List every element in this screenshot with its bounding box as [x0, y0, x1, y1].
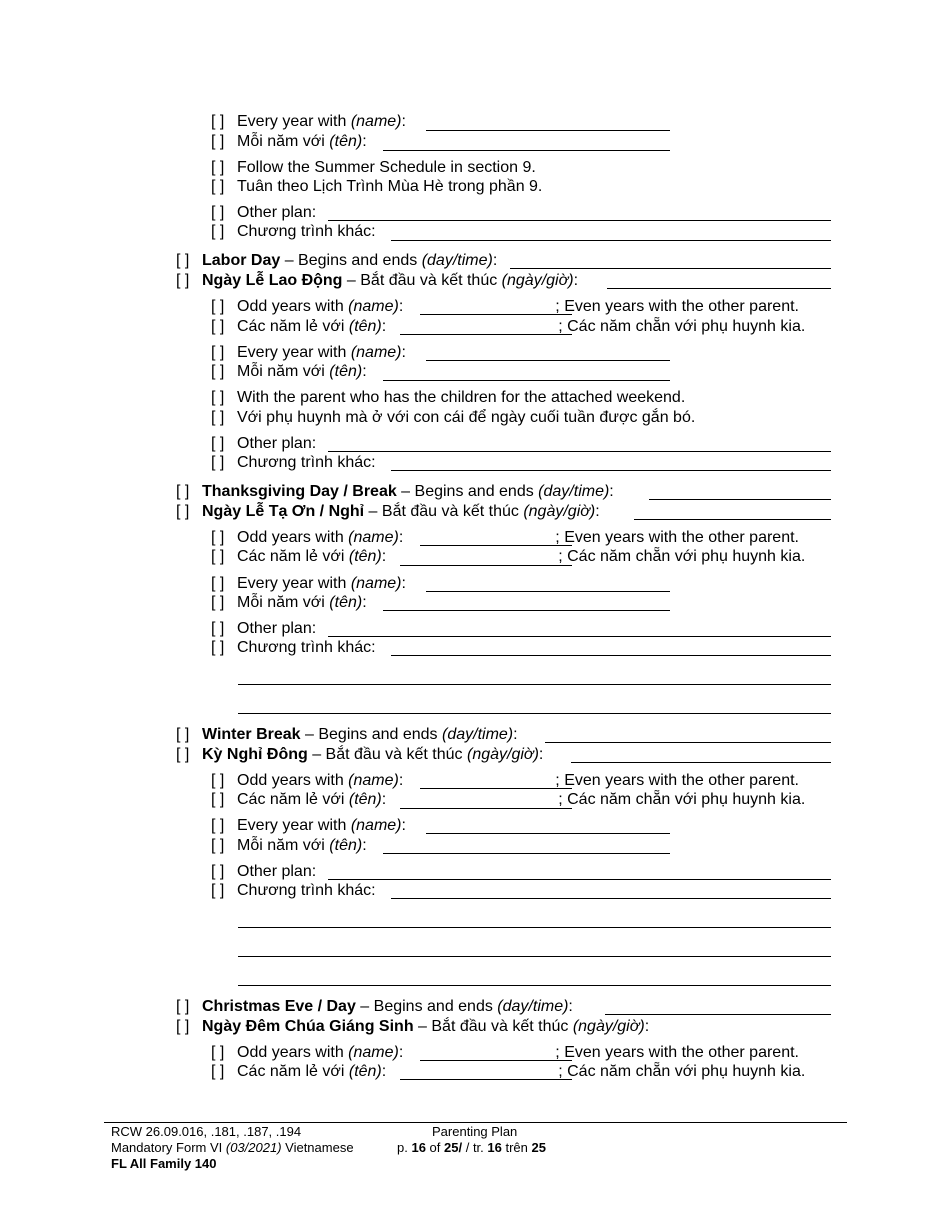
blank-line[interactable] [238, 684, 831, 685]
checkbox[interactable]: [ ] [211, 178, 225, 195]
checkbox[interactable]: [ ] [211, 159, 225, 176]
checkbox[interactable]: [ ] [211, 529, 225, 546]
checkbox[interactable]: [ ] [211, 837, 225, 854]
odd-years-option-en: [ ] Odd years with (name): ; Even years with the other parent. [211, 529, 799, 546]
every-year-option-en: [ ] Every year with (name): [211, 113, 406, 130]
checkbox[interactable]: [ ] [211, 1044, 225, 1061]
checkbox[interactable]: [ ] [211, 639, 225, 656]
name-blank[interactable] [420, 1060, 572, 1061]
checkbox[interactable]: [ ] [211, 548, 225, 565]
odd-years-option-vi: [ ] Các năm lẻ với (tên): ; Các năm chẵn với phụ huynh kia. [211, 791, 806, 808]
daytime-blank[interactable] [607, 288, 831, 289]
name-blank[interactable] [420, 788, 572, 789]
other-plan-option-en: [ ] Other plan: [211, 863, 317, 880]
checkbox[interactable]: [ ] [211, 113, 225, 130]
odd-years-option-vi: [ ] Các năm lẻ với (tên): ; Các năm chẵn với phụ huynh kia. [211, 548, 806, 565]
name-blank[interactable] [400, 334, 572, 335]
thanksgiving-heading-en: [ ] Thanksgiving Day / Break – Begins and ends (day/time): [176, 483, 614, 500]
checkbox[interactable]: [ ] [211, 454, 225, 471]
footer-page-number: p. 16 of 25/ / tr. 16 trên 25 [397, 1140, 546, 1155]
other-plan-blank[interactable] [391, 898, 831, 899]
labor-day-heading-vi: [ ] Ngày Lễ Lao Động – Bắt đầu và kết thúc (ngày/giờ): [176, 272, 579, 289]
checkbox[interactable]: [ ] [211, 791, 225, 808]
checkbox[interactable]: [ ] [211, 133, 225, 150]
labor-day-heading-en: [ ] Labor Day – Begins and ends (day/time): [176, 252, 498, 269]
checkbox[interactable]: [ ] [211, 575, 225, 592]
name-blank[interactable] [426, 360, 670, 361]
footer-form: Mandatory Form VI (03/2021) Vietnamese [111, 1140, 354, 1155]
checkbox[interactable]: [ ] [211, 620, 225, 637]
name-blank[interactable] [426, 833, 670, 834]
other-plan-option-vi: [ ] Chương trình khác: [211, 223, 376, 240]
christmas-heading-vi: [ ] Ngày Đêm Chúa Giáng Sinh – Bắt đầu và kết thúc (ngày/giờ): [176, 1018, 650, 1035]
other-plan-blank[interactable] [391, 470, 831, 471]
checkbox[interactable]: [ ] [176, 746, 190, 763]
name-blank[interactable] [400, 565, 572, 566]
other-plan-option-en: [ ] Other plan: [211, 620, 317, 637]
winter-break-heading-vi: [ ] Kỳ Nghỉ Đông – Bắt đầu và kết thúc (ngày/giờ): [176, 746, 544, 763]
attached-weekend-option-en: [ ] With the parent who has the children for the attached weekend. [211, 389, 686, 406]
odd-years-option-en: [ ] Odd years with (name): ; Even years with the other parent. [211, 772, 799, 789]
every-year-option-vi: [ ] Mỗi năm với (tên): [211, 133, 367, 150]
checkbox[interactable]: [ ] [211, 318, 225, 335]
every-year-option-vi: [ ] Mỗi năm với (tên): [211, 837, 367, 854]
checkbox[interactable]: [ ] [176, 1018, 190, 1035]
checkbox[interactable]: [ ] [211, 204, 225, 221]
footer-form-id: FL All Family 140 [111, 1156, 217, 1171]
blank-line[interactable] [238, 713, 831, 714]
every-year-option-en: [ ] Every year with (name): [211, 817, 406, 834]
checkbox[interactable]: [ ] [211, 344, 225, 361]
daytime-blank[interactable] [634, 519, 831, 520]
footer-title: Parenting Plan [432, 1124, 518, 1139]
checkbox[interactable]: [ ] [211, 298, 225, 315]
thanksgiving-heading-vi: [ ] Ngày Lễ Tạ Ơn / Nghỉ – Bắt đầu và kết thúc (ngày/giờ): [176, 503, 600, 520]
every-year-option-vi: [ ] Mỗi năm với (tên): [211, 363, 367, 380]
name-blank[interactable] [383, 380, 670, 381]
odd-years-option-en: [ ] Odd years with (name): ; Even years with the other parent. [211, 298, 799, 315]
checkbox[interactable]: [ ] [211, 363, 225, 380]
checkbox[interactable]: [ ] [211, 389, 225, 406]
name-blank[interactable] [426, 591, 670, 592]
name-blank[interactable] [420, 545, 572, 546]
other-plan-option-vi: [ ] Chương trình khác: [211, 882, 376, 899]
checkbox[interactable]: [ ] [176, 503, 190, 520]
name-blank[interactable] [426, 130, 670, 131]
winter-break-heading-en: [ ] Winter Break – Begins and ends (day/time): [176, 726, 518, 743]
daytime-blank[interactable] [545, 742, 831, 743]
checkbox[interactable]: [ ] [211, 882, 225, 899]
follow-summer-option-en: [ ] Follow the Summer Schedule in section 9. [211, 159, 536, 176]
other-plan-blank[interactable] [328, 220, 831, 221]
blank-line[interactable] [238, 927, 831, 928]
other-plan-blank[interactable] [391, 240, 831, 241]
checkbox[interactable]: [ ] [211, 435, 225, 452]
name-blank[interactable] [383, 853, 670, 854]
daytime-blank[interactable] [571, 762, 831, 763]
other-plan-option-vi: [ ] Chương trình khác: [211, 454, 376, 471]
every-year-option-en: [ ] Every year with (name): [211, 575, 406, 592]
checkbox[interactable]: [ ] [176, 726, 190, 743]
odd-years-option-vi: [ ] Các năm lẻ với (tên): ; Các năm chẵn với phụ huynh kia. [211, 1063, 806, 1080]
blank-line[interactable] [238, 985, 831, 986]
odd-years-option-vi: [ ] Các năm lẻ với (tên): ; Các năm chẵn với phụ huynh kia. [211, 318, 806, 335]
other-plan-option-vi: [ ] Chương trình khác: [211, 639, 376, 656]
daytime-blank[interactable] [510, 268, 831, 269]
checkbox[interactable]: [ ] [211, 223, 225, 240]
daytime-blank[interactable] [649, 499, 831, 500]
checkbox[interactable]: [ ] [211, 594, 225, 611]
name-blank[interactable] [400, 808, 572, 809]
checkbox[interactable]: [ ] [211, 863, 225, 880]
every-year-option-en: [ ] Every year with (name): [211, 344, 406, 361]
attached-weekend-option-vi: [ ] Với phụ huynh mà ở với con cái để ngày cuối tuần được gắn bó. [211, 409, 696, 426]
checkbox[interactable]: [ ] [211, 1063, 225, 1080]
footer-divider [104, 1122, 847, 1123]
footer-rcw: RCW 26.09.016, .181, .187, .194 [111, 1124, 302, 1139]
blank-line[interactable] [238, 956, 831, 957]
christmas-heading-en: [ ] Christmas Eve / Day – Begins and ends (day/time): [176, 998, 573, 1015]
every-year-option-vi: [ ] Mỗi năm với (tên): [211, 594, 367, 611]
name-blank[interactable] [383, 150, 670, 151]
checkbox[interactable]: [ ] [176, 998, 190, 1015]
name-blank[interactable] [420, 314, 572, 315]
odd-years-option-en: [ ] Odd years with (name): ; Even years with the other parent. [211, 1044, 799, 1061]
checkbox[interactable]: [ ] [211, 817, 225, 834]
other-plan-option-en: [ ] Other plan: [211, 204, 317, 221]
checkbox[interactable]: [ ] [176, 252, 190, 269]
other-plan-option-en: [ ] Other plan: [211, 435, 317, 452]
checkbox[interactable]: [ ] [176, 483, 190, 500]
daytime-blank[interactable] [605, 1014, 831, 1015]
checkbox[interactable]: [ ] [211, 409, 225, 426]
other-plan-blank[interactable] [328, 636, 831, 637]
follow-summer-option-vi: [ ] Tuân theo Lịch Trình Mùa Hè trong phần 9. [211, 178, 543, 195]
name-blank[interactable] [400, 1079, 572, 1080]
other-plan-blank[interactable] [391, 655, 831, 656]
other-plan-blank[interactable] [328, 451, 831, 452]
checkbox[interactable]: [ ] [211, 772, 225, 789]
name-blank[interactable] [383, 610, 670, 611]
checkbox[interactable]: [ ] [176, 272, 190, 289]
other-plan-blank[interactable] [328, 879, 831, 880]
